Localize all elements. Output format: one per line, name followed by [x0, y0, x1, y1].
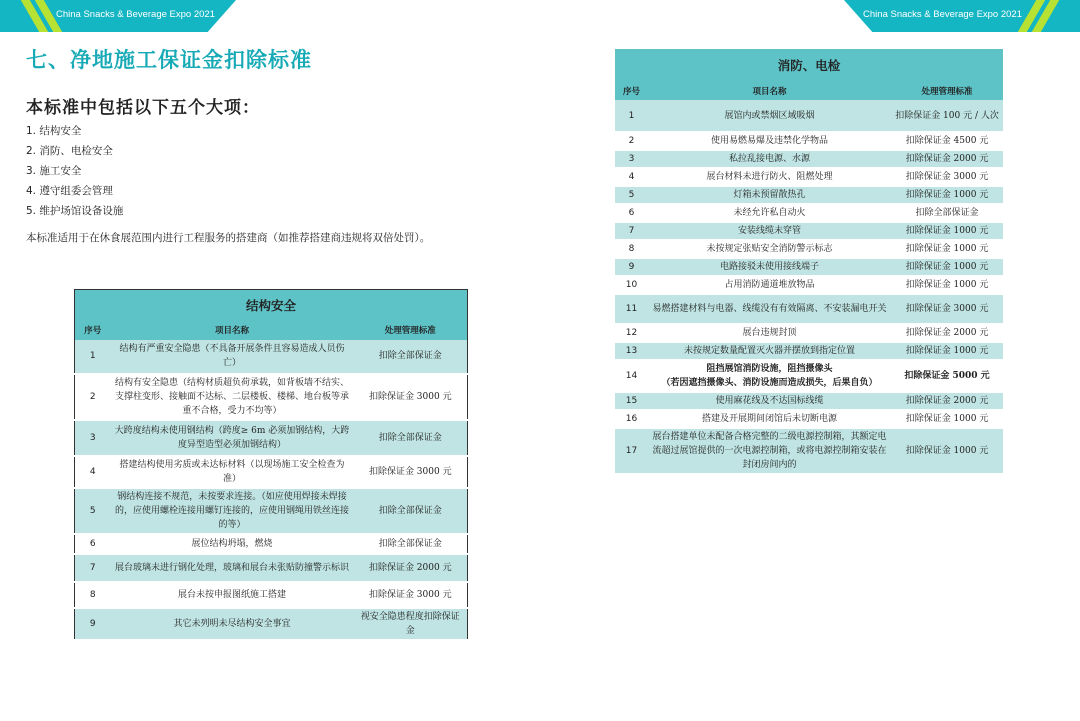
banner-title: China Snacks & Beverage Expo 2021: [56, 9, 215, 20]
row-number: 9: [615, 258, 648, 276]
row-number: 11: [615, 294, 648, 324]
structural-safety-table: [74, 289, 468, 641]
item-name: 展台搭建单位未配备合格完整的二级电源控制箱，其额定电流超过展馆提供的一次电源控制箱，或将电源控制箱安装在封闭房间内的: [648, 428, 891, 474]
item-name: 展位结构坍塌，燃烧: [111, 534, 354, 554]
table-caption: 结构安全: [75, 290, 468, 322]
penalty-rule: 扣除全部保证金: [891, 204, 1003, 222]
penalty-rule: 扣除保证金 1000 元: [891, 258, 1003, 276]
item-name: 灯箱未预留散热孔: [648, 186, 891, 204]
penalty-rule: 扣除保证金 3000 元: [891, 294, 1003, 324]
row-number: 3: [75, 420, 111, 456]
column-header: 处理管理标准: [354, 322, 468, 340]
row-number: 8: [615, 240, 648, 258]
category-item: 5. 维护场馆设备设施: [26, 205, 124, 217]
table-row: [615, 222, 1003, 240]
penalty-rule: 扣除保证金 2000 元: [891, 392, 1003, 410]
row-number: 17: [615, 428, 648, 474]
row-number: 1: [75, 340, 111, 374]
penalty-rule: 扣除保证金 1000 元: [891, 222, 1003, 240]
penalty-rule: 扣除保证金 4500 元: [891, 132, 1003, 150]
row-number: 5: [615, 186, 648, 204]
penalty-rule: 扣除保证金 3000 元: [354, 582, 468, 608]
table-row: [615, 294, 1003, 324]
item-name: 使用麻花线及不达国标线缆: [648, 392, 891, 410]
category-item: 1. 结构安全: [26, 125, 82, 137]
penalty-rule: 扣除全部保证金: [354, 534, 468, 554]
category-item: 4. 遵守组委会管理: [26, 185, 113, 197]
item-name: 钢结构连接不规范，未按要求连接。（如应使用焊接未焊接的，应使用螺栓连接用螺钉连接的，应使用钢绳用铁丝连接的等）: [111, 488, 354, 534]
penalty-rule: 扣除保证金 2000 元: [354, 554, 468, 582]
item-name: 展台玻璃未进行钢化处理，玻璃和展台未张贴防撞警示标识: [111, 554, 354, 582]
banner-title: China Snacks & Beverage Expo 2021: [863, 9, 1022, 20]
row-number: 4: [615, 168, 648, 186]
applicability-note: 本标准适用于在休食展范围内进行工程服务的搭建商（如推荐搭建商违规将双倍处罚）。: [26, 232, 431, 244]
penalty-rule: 扣除保证金 3000 元: [354, 456, 468, 488]
table-row: [75, 554, 468, 582]
sub-heading: 本标准中包括以下五个大项：: [26, 98, 260, 118]
penalty-rule: 扣除保证金 3000 元: [891, 168, 1003, 186]
item-name-note: （若因遮挡摄像头、消防设施而造成损失，后果自负）: [661, 378, 878, 388]
table-row: [75, 340, 468, 374]
table-row: [615, 360, 1003, 392]
penalty-rule: 扣除全部保证金: [354, 488, 468, 534]
table-row: [615, 410, 1003, 428]
penalty-rule: 扣除保证金 1000 元: [891, 186, 1003, 204]
penalty-rule: 扣除保证金 100 元 / 人次: [891, 100, 1003, 132]
row-number: 14: [615, 360, 648, 392]
item-name: 搭建结构使用劣质或未达标材料（以现场施工安全检查为准）: [111, 456, 354, 488]
row-number: 2: [615, 132, 648, 150]
table-row: [615, 204, 1003, 222]
fire-electrical-table: [615, 49, 1003, 475]
item-name: 展台违规封顶: [648, 324, 891, 342]
row-number: 16: [615, 410, 648, 428]
item-name: 易燃搭建材料与电器、线缆没有有效隔离、不安装漏电开关: [648, 294, 891, 324]
penalty-rule: 扣除保证金 3000 元: [354, 374, 468, 420]
row-number: 12: [615, 324, 648, 342]
column-header: 项目名称: [111, 322, 354, 340]
table-row: [615, 186, 1003, 204]
table-row: [75, 488, 468, 534]
row-number: 5: [75, 488, 111, 534]
header-banner-left: [0, 0, 236, 32]
item-name: 未按规定张贴安全消防警示标志: [648, 240, 891, 258]
page-title: 七、净地施工保证金扣除标准: [26, 48, 312, 72]
item-name: [648, 360, 891, 392]
penalty-rule: 视安全隐患程度扣除保证金: [354, 608, 468, 640]
item-name: 搭建及开展期间闭馆后未切断电源: [648, 410, 891, 428]
category-list: [26, 121, 123, 221]
table-row: [615, 168, 1003, 186]
penalty-rule: 扣除全部保证金: [354, 340, 468, 374]
row-number: 2: [75, 374, 111, 420]
item-name: 展台材料未进行防火、阻燃处理: [648, 168, 891, 186]
penalty-rule: 扣除保证金 1000 元: [891, 240, 1003, 258]
table-row: [75, 374, 468, 420]
table-row: [75, 420, 468, 456]
table-row: [615, 100, 1003, 132]
table-row: [615, 342, 1003, 360]
row-number: 9: [75, 608, 111, 640]
item-name: 结构有安全隐患（结构材质超负荷承载，如背板墙不结实、支撑柱变形、接触面不达标、二层楼板、楼梯、地台板等承重不合格，受力不均等）: [111, 374, 354, 420]
penalty-rule: 扣除保证金 1000 元: [891, 276, 1003, 294]
column-header: 序号: [75, 322, 111, 340]
table-row: [615, 132, 1003, 150]
item-name: 私拉乱接电源、水源: [648, 150, 891, 168]
row-number: 7: [75, 554, 111, 582]
penalty-rule: 扣除保证金 1000 元: [891, 342, 1003, 360]
item-name: 电路接驳未使用接线端子: [648, 258, 891, 276]
item-name-line: 阻挡展馆消防设施，阻挡摄像头: [706, 364, 833, 374]
penalty-rule: 扣除保证金 2000 元: [891, 324, 1003, 342]
table-row: [75, 582, 468, 608]
penalty-rule: 扣除保证金 1000 元: [891, 410, 1003, 428]
item-name: 未按规定数量配置灭火器并摆放到指定位置: [648, 342, 891, 360]
penalty-rule: 扣除保证金 5000 元: [891, 360, 1003, 392]
table-row: [615, 392, 1003, 410]
row-number: 10: [615, 276, 648, 294]
row-number: 7: [615, 222, 648, 240]
item-name: 未经允许私自动火: [648, 204, 891, 222]
header-banner-right: [844, 0, 1080, 32]
category-item: 2. 消防、电检安全: [26, 145, 113, 157]
row-number: 4: [75, 456, 111, 488]
row-number: 1: [615, 100, 648, 132]
column-header: 项目名称: [648, 83, 891, 100]
item-name: 占用消防通道堆放物品: [648, 276, 891, 294]
table-row: [615, 240, 1003, 258]
item-name: 安装线缆未穿管: [648, 222, 891, 240]
table-row: [615, 276, 1003, 294]
item-name: 其它未列明未尽结构安全事宜: [111, 608, 354, 640]
row-number: 8: [75, 582, 111, 608]
row-number: 15: [615, 392, 648, 410]
column-header: 处理管理标准: [891, 83, 1003, 100]
table-row: [615, 324, 1003, 342]
table-row: [615, 150, 1003, 168]
table-row: [75, 534, 468, 554]
row-number: 13: [615, 342, 648, 360]
item-name: 展台未按申报图纸施工搭建: [111, 582, 354, 608]
penalty-rule: 扣除保证金 2000 元: [891, 150, 1003, 168]
item-name: 结构有严重安全隐患（不具备开展条件且容易造成人员伤亡）: [111, 340, 354, 374]
table-row: [615, 258, 1003, 276]
row-number: 6: [75, 534, 111, 554]
table-row: [75, 608, 468, 640]
penalty-rule: 扣除保证金 1000 元: [891, 428, 1003, 474]
item-name: 大跨度结构未使用钢结构（跨度≥ 6m 必须加钢结构，大跨度异型造型必须加钢结构）: [111, 420, 354, 456]
penalty-rule: 扣除全部保证金: [354, 420, 468, 456]
item-name: 使用易燃易爆及违禁化学物品: [648, 132, 891, 150]
row-number: 3: [615, 150, 648, 168]
column-header: 序号: [615, 83, 648, 100]
category-item: 3. 施工安全: [26, 165, 82, 177]
table-caption: 消防、电检: [615, 49, 1003, 83]
table-row: [615, 428, 1003, 474]
table-row: [75, 456, 468, 488]
row-number: 6: [615, 204, 648, 222]
item-name: 展馆内或禁烟区域吸烟: [648, 100, 891, 132]
